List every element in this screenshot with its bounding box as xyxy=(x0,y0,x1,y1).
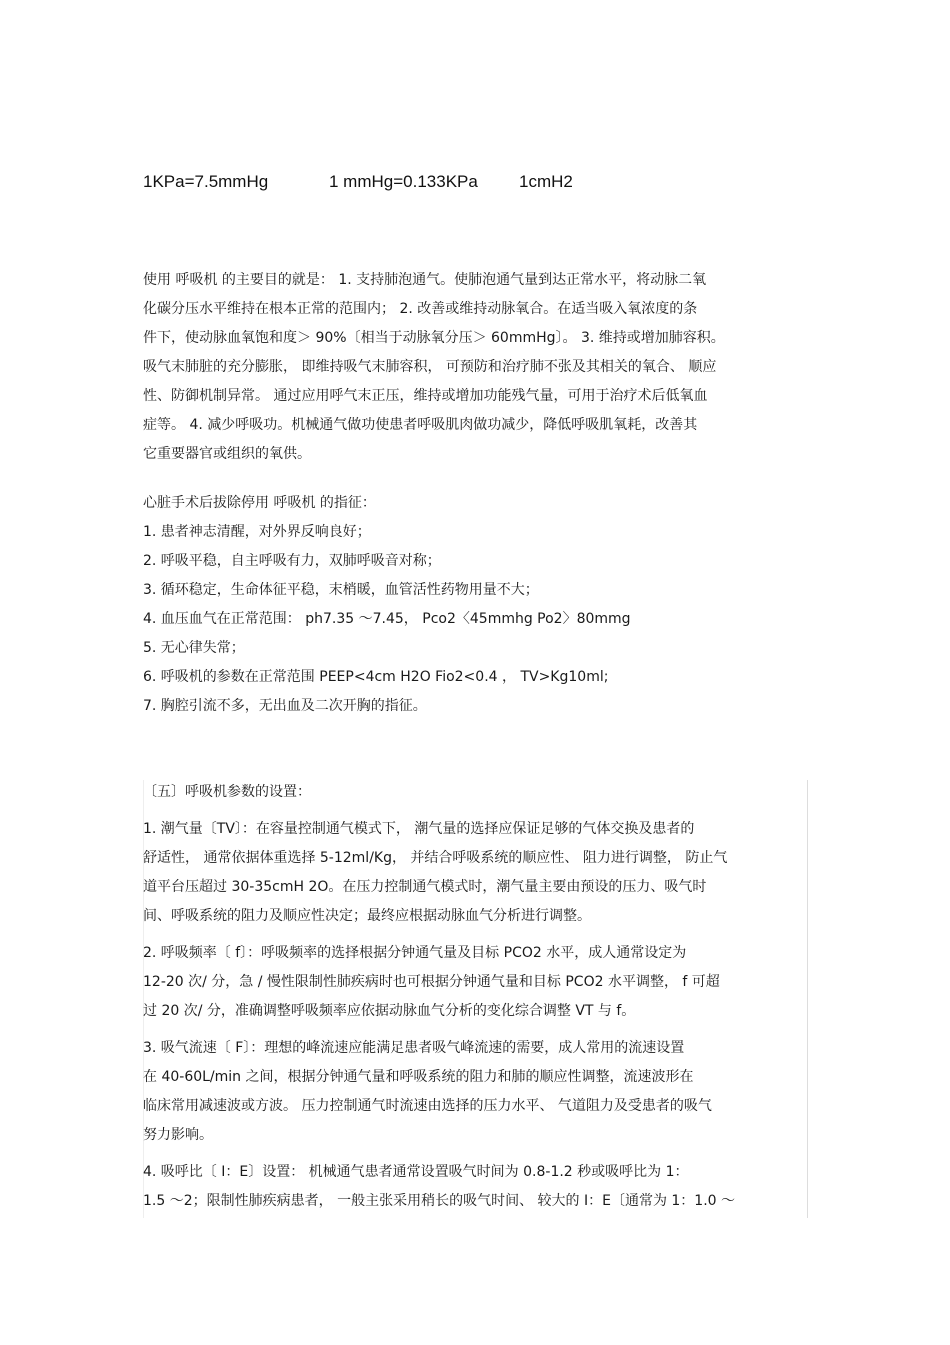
paragraph-line: 件下，使动脉血氧饱和度＞ 90%〔相当于动脉氧分压＞ 60mmHg〕。 3. 维持或增加肺容积。 xyxy=(143,330,725,346)
list-item: 5. 无心律失常； xyxy=(143,640,245,656)
paragraph-line: 1. 潮气量〔TV〕：在容量控制通气模式下， 潮气量的选择应保证足够的气体交换及患者的 xyxy=(143,821,695,837)
paragraph-line: 性、防御机制异常。 通过应用呼气末正压，维持或增加功能残气量，可用于治疗术后低氧血 xyxy=(143,388,708,404)
paragraph-line: 道平台压超过 30-35cmH 2O。在压力控制通气模式时，潮气量主要由预设的压力、吸气时 xyxy=(143,879,707,895)
conversion-cmh2o: 1cmH2 xyxy=(519,172,573,191)
list-item: 2. 呼吸平稳，自主呼吸有力，双肺呼吸音对称； xyxy=(143,553,441,569)
unit-conversions xyxy=(143,172,573,192)
paragraph-line: 过 20 次/ 分，准确调整呼吸频率应依据动脉血气分析的变化综合调整 VT 与 f。 xyxy=(143,1003,636,1019)
conversion-mmhg: 1 mmHg=0.133KPa xyxy=(329,172,478,191)
list-item: 6. 呼吸机的参数在正常范围 PEEP<4cm H2O Fio2<0.4 ， TV>Kg10ml; xyxy=(143,669,609,685)
paragraph-line: 努力影响。 xyxy=(143,1127,213,1143)
paragraph-line: 舒适性， 通常依据体重选择 5-12ml/Kg， 并结合呼吸系统的顺应性、 阻力进行调整， 防止气 xyxy=(143,850,728,866)
paragraph-line: 化碳分压水平维持在根本正常的范围内； 2. 改善或维持动脉氧合。在适当吸入氧浓度的条 xyxy=(143,301,698,317)
paragraph-line: 在 40-60L/min 之间，根据分钟通气量和呼吸系统的阻力和肺的顺应性调整，流速波形在 xyxy=(143,1069,694,1085)
conversion-kpa: 1KPa=7.5mmHg xyxy=(143,172,269,191)
extubation-criteria xyxy=(143,489,807,721)
list-item: 1. 患者神志清醒，对外界反响良好； xyxy=(143,524,371,540)
list-item: 4. 血压血气在正常范围： ph7.35 ～7.45， Pco2〈45mmhg Po2〉80mmg xyxy=(143,611,631,627)
paragraph-line: 它重要器官或组织的氧供。 xyxy=(143,446,311,462)
paragraph-line: 临床常用减速波或方波。 压力控制通气时流速由选择的压力水平、 气道阻力及受患者的吸气 xyxy=(143,1098,712,1114)
ventilator-purpose-paragraph xyxy=(143,266,807,469)
paragraph-line: 间、呼吸系统的阻力及顺应性决定；最终应根据动脉血气分析进行调整。 xyxy=(143,908,591,924)
paragraph-line: 症等。 4. 减少呼吸功。机械通气做功使患者呼吸肌肉做功减少，降低呼吸肌氧耗，改善其 xyxy=(143,417,698,433)
paragraph-line: 1.5 ～2；限制性肺疾病患者， 一般主张采用稍长的吸气时间、 较大的 I：E〔通常为 1：1.0 ～ xyxy=(143,1193,736,1209)
paragraph-line: 使用 呼吸机 的主要目的就是： 1. 支持肺泡通气。使肺泡通气量到达正常水平，将动脉二氧 xyxy=(143,272,707,288)
ventilator-parameters-section xyxy=(143,778,807,1216)
list-item: 3. 循环稳定，生命体征平稳，末梢暖，血管活性药物用量不大； xyxy=(143,582,539,598)
paragraph-line: 2. 呼吸频率〔 f〕：呼吸频率的选择根据分钟通气量及目标 PCO2 水平，成人通常设定为 xyxy=(143,945,687,961)
section-title: 〔五〕呼吸机参数的设置： xyxy=(143,784,311,800)
paragraph-line: 3. 吸气流速〔 F〕：理想的峰流速应能满足患者吸气峰流速的需要，成人常用的流速设置 xyxy=(143,1040,685,1056)
list-item: 7. 胸腔引流不多，无出血及二次开胸的指征。 xyxy=(143,698,427,714)
paragraph-line: 4. 吸呼比〔 I：E〕设置： 机械通气患者通常设置吸气时间为 0.8-1.2 秒或吸呼比为 1： xyxy=(143,1164,689,1180)
paragraph-line: 12-20 次/ 分，急 / 慢性限制性肺疾病时也可根据分钟通气量和目标 PCO2 水平调整， f 可超 xyxy=(143,974,720,990)
paragraph-line: 吸气末肺脏的充分膨胀， 即维持吸气末肺容积， 可预防和治疗肺不张及其相关的氧合、 顺应 xyxy=(143,359,717,375)
section-title: 心脏手术后拔除停用 呼吸机 的指征： xyxy=(143,495,376,511)
